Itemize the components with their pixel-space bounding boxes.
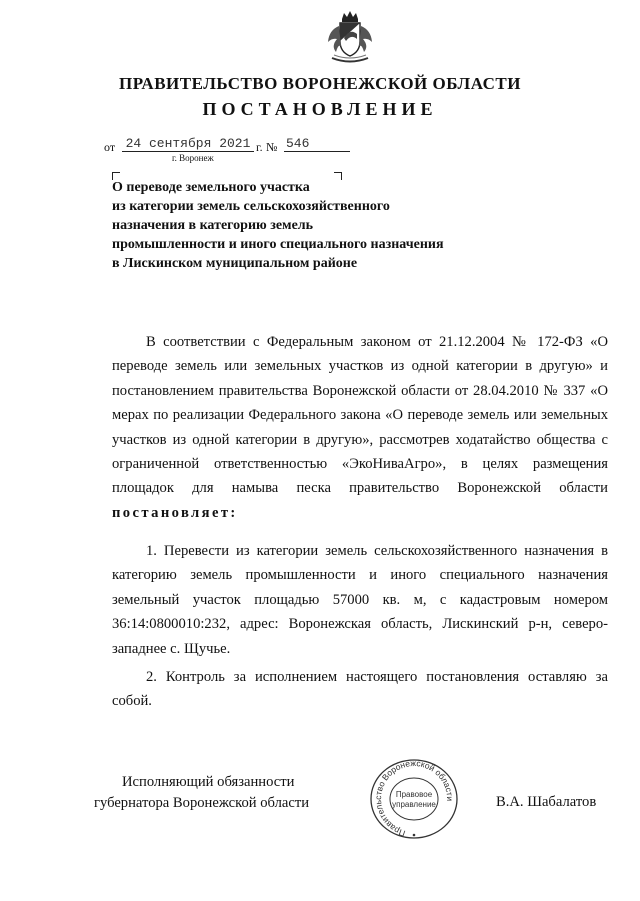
preamble-text: В соответствии с Федеральным законом от 21.12.2004 № 172-ФЗ «О переводе земель или земельных участков из одной категории в другую» и постановлением правительства Воронежской области от 28.04.2010 № 337 «О мерах по реализации Федерального закона «О переводе земель или земельных участков из одной категории в другую», рассмотрев ходатайство общества с ограниченной ответственностью «ЭкоНиваАгро», в целях размещения площадок для намыва песка правительство Воронежской области: [112, 334, 608, 497]
signatory-position-line: губернатора Воронежской области: [94, 795, 310, 811]
resolution-item-1: 1. Перевести из категории земель сельскохозяйственного назначения в категорию земель промышленности и иного специального назначения земельный участок площадью 57000 кв. м, с кадастровым номером 36:14:0800010:232, адрес: Воронежская область, Лискинский р-н, северо-западнее с. Щучье.: [112, 543, 608, 657]
resolution-item-2: 2. Контроль за исполнением настоящего постановления оставляю за собой.: [112, 669, 608, 710]
stamp-center-line: управление: [392, 800, 436, 809]
document-number: 546: [284, 136, 350, 152]
document-date: 24 сентября 2021: [122, 136, 254, 152]
subject-line: в Лискинском муниципальном районе: [112, 256, 358, 271]
subject-line: из категории земель сельскохозяйственного: [112, 199, 390, 214]
date-suffix-label: г.: [256, 140, 263, 154]
subject-line: промышленности и иного специального назначения: [112, 237, 444, 252]
organization-title: ПРАВИТЕЛЬСТВО ВОРОНЕЖСКОЙ ОБЛАСТИ: [118, 74, 521, 93]
stamp-center-line: Правовое: [395, 790, 433, 799]
signatory-position-line: Исполняющий обязанности: [122, 774, 295, 790]
coat-of-arms-icon: [320, 8, 380, 66]
document-subject: [112, 178, 492, 273]
document-type-heading: ПОСТАНОВЛЕНИЕ: [202, 99, 438, 119]
signatory-position: [94, 772, 310, 814]
date-prefix-label: от: [104, 140, 116, 154]
stamp-ring-text: Правительство Воронежской области: [372, 758, 456, 839]
signatory-name: В.А. Шабалатов: [496, 794, 597, 810]
resolves-word: постановляет:: [112, 504, 238, 521]
preamble-paragraph: [112, 330, 608, 525]
subject-line: назначения в категорию земель: [112, 218, 314, 233]
subject-line: О переводе земельного участка: [112, 180, 310, 195]
round-stamp-icon: [369, 758, 459, 840]
city-label: г. Воронеж: [172, 153, 214, 163]
number-label: №: [266, 140, 278, 154]
